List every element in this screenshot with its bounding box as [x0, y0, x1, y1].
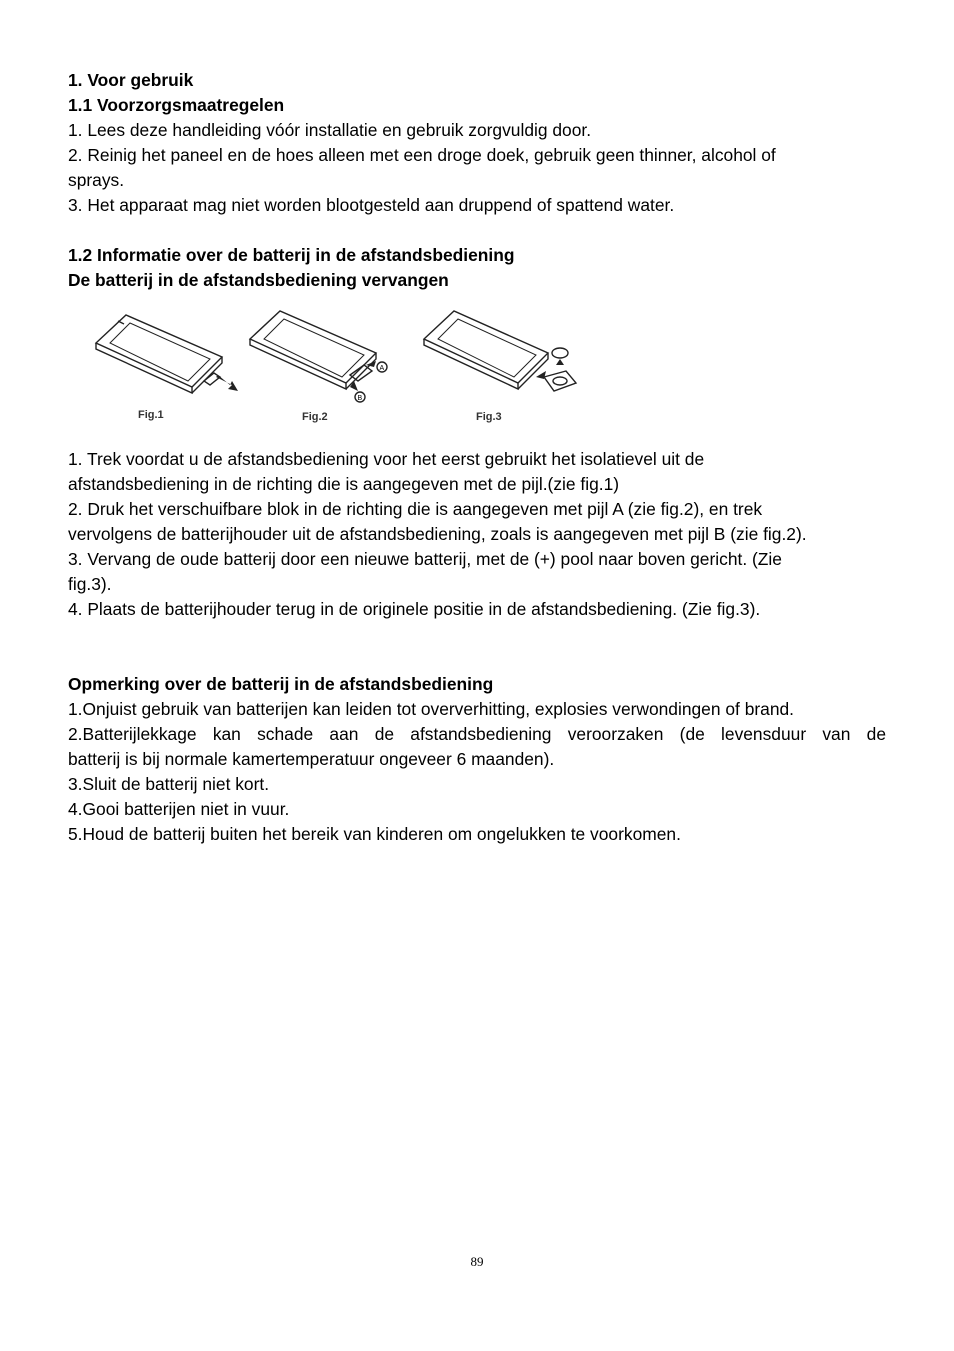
- section-heading: 1.2 Informatie over de batterij in de afstandsbediening: [68, 245, 515, 265]
- instruction-line: vervolgens de batterijhouder uit de afstandsbediening, zoals is aangegeven met pijl B (zie fig.2).: [68, 524, 807, 544]
- list-item: 2. Reinig het paneel en de hoes alleen met een droge doek, gebruik geen thinner, alcohol of: [68, 145, 776, 165]
- arrow-label-a: A: [379, 365, 385, 372]
- note-item: 1.Onjuist gebruik van batterijen kan leiden tot oververhitting, explosies verwondingen of brand.: [68, 699, 795, 719]
- note-item: 3.Sluit de batterij niet kort.: [68, 774, 270, 794]
- instruction-line: fig.3).: [68, 574, 112, 594]
- list-item: 3. Het apparaat mag niet worden blootgesteld aan druppend of spattend water.: [68, 195, 675, 215]
- figure-label: Fig.1: [138, 409, 164, 421]
- instruction-line: 4. Plaats de batterijhouder terug in de originele positie in de afstandsbediening. (Zie fig.3).: [68, 599, 761, 619]
- instruction-line: afstandsbediening in de richting die is aangegeven met de pijl.(zie fig.1): [68, 474, 620, 494]
- battery-figures: [68, 305, 886, 437]
- section-subheading: De batterij in de afstandsbediening vervangen: [68, 270, 449, 290]
- section-heading: Opmerking over de batterij in de afstandsbediening: [68, 674, 494, 694]
- note-item: 5.Houd de batterij buiten het bereik van kinderen om ongelukken te voorkomen.: [68, 824, 681, 844]
- document-page: [68, 68, 886, 847]
- figure-label: Fig.3: [476, 411, 502, 423]
- instruction-line: 1. Trek voordat u de afstandsbediening voor het eerst gebruikt het isolatievel uit de: [68, 449, 705, 469]
- arrow-label-b: B: [357, 395, 363, 402]
- figure-2: [246, 305, 396, 423]
- list-item: 1. Lees deze handleiding vóór installatie en gebruik zorgvuldig door.: [68, 120, 592, 140]
- note-item: 4.Gooi batterijen niet in vuur.: [68, 799, 290, 819]
- instruction-line: 2. Druk het verschuifbare blok in de richting die is aangegeven met pijl A (zie fig.2), en trek: [68, 499, 763, 519]
- figure-label: Fig.2: [302, 411, 328, 423]
- remote-tab-removal-icon: [92, 305, 242, 405]
- figure-1: [92, 305, 242, 421]
- section-subheading: 1.1 Voorzorgsmaatregelen: [68, 95, 285, 115]
- figure-3: [420, 305, 580, 423]
- note-item: 2.Batterijlekkage kan schade aan de afstandsbediening veroorzaken (de levensduur van de: [68, 724, 886, 744]
- section-heading: 1. Voor gebruik: [68, 70, 194, 90]
- note-item-continuation: batterij is bij normale kamertemperatuur ongeveer 6 maanden).: [68, 749, 555, 769]
- instruction-line: 3. Vervang de oude batterij door een nieuwe batterij, met de (+) pool naar boven gericht. (Zie: [68, 549, 782, 569]
- page-number: 89: [470, 1254, 484, 1269]
- remote-battery-replace-icon: [420, 305, 580, 405]
- list-item-continuation: sprays.: [68, 170, 125, 190]
- remote-battery-holder-icon: [246, 305, 396, 405]
